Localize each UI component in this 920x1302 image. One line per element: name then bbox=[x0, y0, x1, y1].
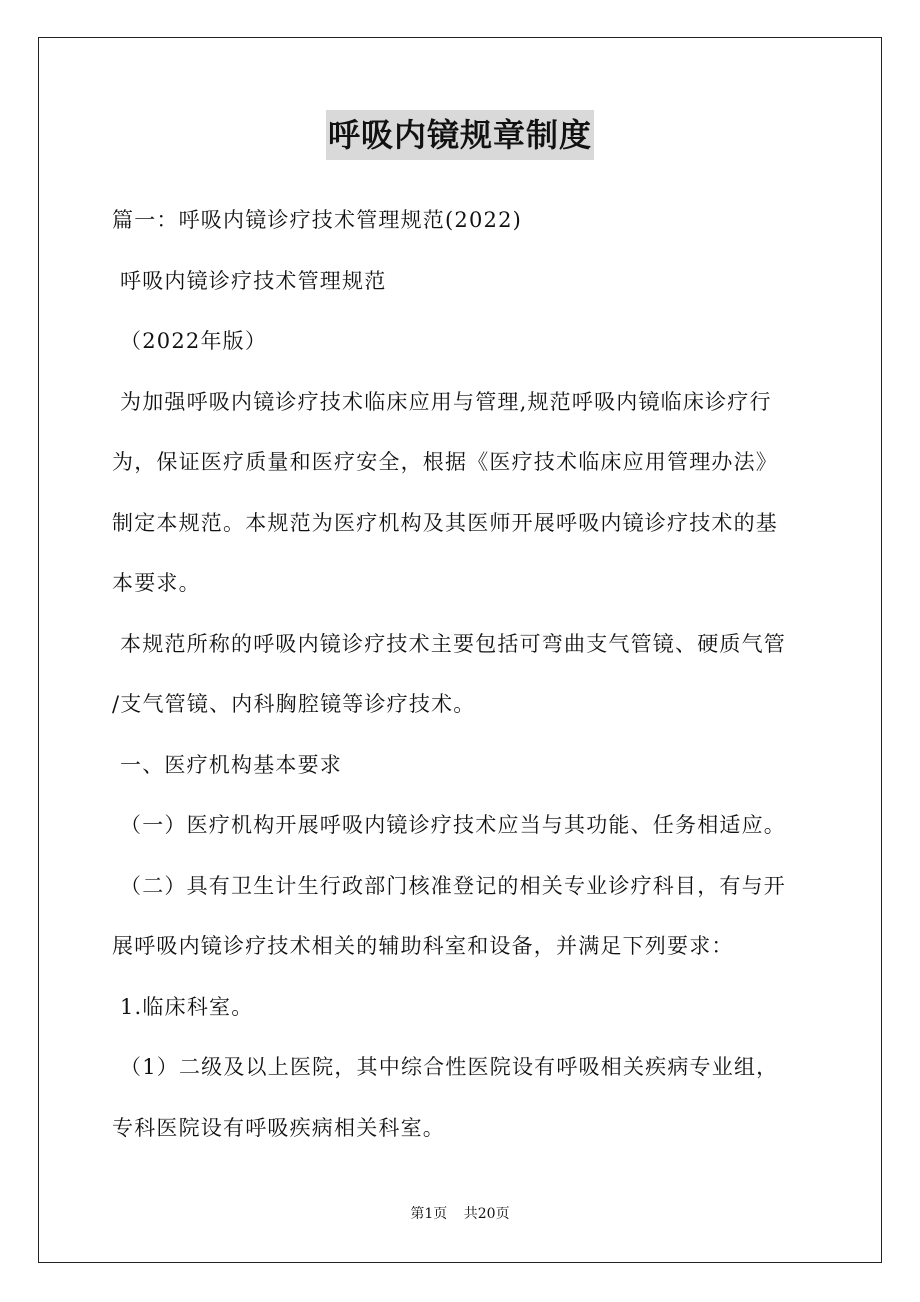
paragraph-line: （一）医疗机构开展呼吸内镜诊疗技术应当与其功能、任务相适应。 bbox=[120, 813, 786, 837]
document-title: 呼吸内镜规章制度 bbox=[326, 110, 594, 160]
paragraph-line: 呼吸内镜诊疗技术管理规范 bbox=[120, 268, 387, 293]
title-container bbox=[0, 110, 920, 160]
page-number: 第1页 bbox=[410, 1206, 448, 1222]
paragraph-line: 制定本规范。本规范为医疗机构及其医师开展呼吸内镜诊疗技术的基 bbox=[112, 510, 778, 535]
paragraph-line: 本规范所称的呼吸内镜诊疗技术主要包括可弯曲支气管镜、硬质气管 bbox=[120, 631, 786, 656]
paragraph-line: （1）二级及以上医院，其中综合性医院设有呼吸相关疾病专业组， bbox=[120, 1055, 779, 1079]
section-heading: 一、医疗机构基本要求 bbox=[120, 752, 342, 777]
paragraph-line: /支气管镜、内科胸腔镜等诊疗技术。 bbox=[112, 692, 476, 716]
paragraph-line: （2022年版） bbox=[120, 329, 268, 353]
document-body bbox=[112, 190, 812, 1158]
paragraph-line: 为，保证医疗质量和医疗安全，根据《医疗技术临床应用管理办法》 bbox=[112, 450, 778, 474]
paragraph-line: 为加强呼吸内镜诊疗技术临床应用与管理,规范呼吸内镜临床诊疗行 bbox=[120, 389, 772, 414]
paragraph-line: （二）具有卫生计生行政部门核准登记的相关专业诊疗科目，有与开 bbox=[120, 873, 786, 898]
page-footer bbox=[0, 1204, 920, 1224]
paragraph-line: 展呼吸内镜诊疗技术相关的辅助科室和设备，并满足下列要求： bbox=[112, 934, 734, 958]
paragraph-line: 专科医院设有呼吸疾病相关科室。 bbox=[112, 1115, 445, 1140]
paragraph-line: 本要求。 bbox=[112, 571, 201, 595]
page-total: 共20页 bbox=[463, 1206, 510, 1222]
paragraph-line: 篇一：呼吸内镜诊疗技术管理规范(2022) bbox=[112, 208, 523, 232]
paragraph-line: 1.临床科室。 bbox=[120, 994, 254, 1019]
